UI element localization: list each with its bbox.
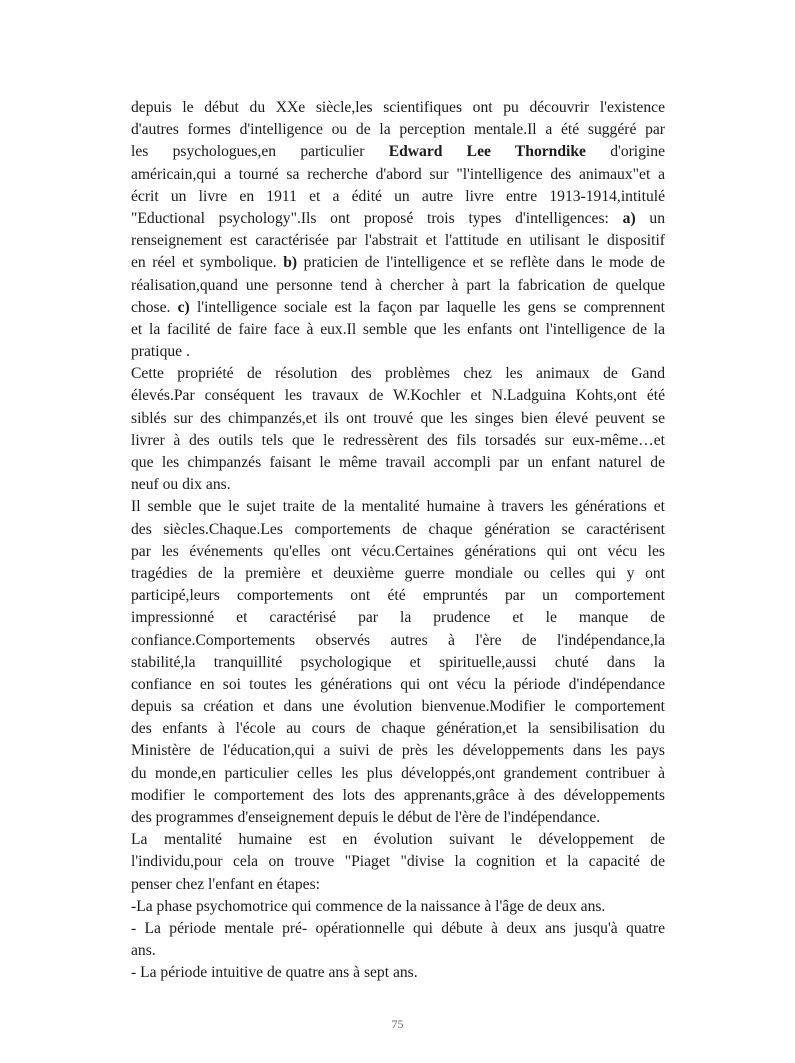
text-line: confiance en soi toutes les générations qui ont vécu la période d'indépendance (131, 675, 665, 693)
list-marker-b: b) (283, 254, 298, 272)
text-line: américain,qui a tourné sa recherche d'abord sur "l'intelligence des animaux"et a (131, 165, 665, 183)
list-marker-c: c) (177, 298, 190, 316)
text-line: du monde,en particulier celles les plus développés,ont grandement contribuer à (131, 764, 665, 782)
text-line: stabilité,la tranquillité psychologique et spirituelle,aussi chuté dans la (131, 653, 665, 671)
text-line: que les chimpanzés faisant le même travail accompli par un enfant naturel de (131, 454, 665, 471)
text-line: pratique . (131, 343, 190, 361)
text-line: et la facilité de faire face à eux.Il semble que les enfants ont l'intelligence de la (131, 320, 665, 338)
text-line: Cette propriété de résolution des problèmes chez les animaux de Gand (131, 365, 665, 383)
text-line: renseignement est caractérisée par l'abstrait et l'attitude en utilisant le dispositif (131, 232, 665, 250)
page-number: 75 (391, 1017, 404, 1031)
text-line: chose. c) l'intelligence sociale est la façon par laquelle les gens se comprennent (131, 298, 665, 316)
text-line: écrit un livre en 1911 et a édité un autre livre entre 1913-1914,intitulé (131, 187, 665, 205)
text-line: impressionné et caractérisé par la prudence et le manque de (131, 609, 665, 627)
text-line: Ministère de l'éducation,qui a suivi de près les développements dans les pays (131, 742, 665, 760)
list-marker-a: a) (622, 209, 636, 227)
text-line: des programmes d'enseignement depuis le début de l'ère de l'indépendance. (131, 809, 601, 826)
text-line: siblés sur des chimpanzés,et ils ont trouvé que les singes bien élevé peuvent se (131, 409, 665, 427)
text-line: penser chez l'enfant en étapes: (131, 875, 320, 893)
text-line: modifier le comportement des lots des apprenants,grâce à des développements (131, 786, 665, 804)
text-line: des siècles.Chaque.Les comportements de chaque génération se caractérisent (131, 520, 665, 538)
text-line: d'autres formes d'intelligence ou de la perception mentale.Il a été suggéré par (131, 121, 665, 139)
text-line: réalisation,quand une personne tend à chercher à part la fabrication de quelque (131, 276, 665, 294)
text-line: Il semble que le sujet traite de la mentalité humaine à travers les générations et (131, 498, 665, 516)
text-line: - La période intuitive de quatre ans à sept ans. (131, 964, 418, 982)
text-line: depuis le début du XXe siècle,les scientifiques ont pu découvrir l'existence (131, 99, 665, 116)
text-line: - La période mentale pré- opérationnelle qui débute à deux ans jusqu'à quatre (131, 919, 665, 937)
body-text (131, 97, 665, 985)
text-line: La mentalité humaine est en évolution suivant le développement de (131, 831, 665, 849)
text-line: des enfants à l'école au cours de chaque génération,et la sensibilisation du (131, 720, 665, 738)
text-line: l'individu,pour cela on trouve "Piaget "divise la cognition et la capacité de (131, 853, 665, 871)
text-line: depuis sa création et dans une évolution bienvenue.Modifier le comportement (131, 698, 665, 716)
text-line: participé,leurs comportements ont été empruntés par un comportement (131, 587, 665, 605)
author-name: Edward Lee Thorndike (388, 143, 586, 161)
text-line: livrer à des outils tels que le redressèrent des fils torsadés sur eux-même…et (131, 431, 665, 449)
text-line: par les événements qu'elles ont vécu.Certaines générations qui ont vécu les (131, 542, 665, 560)
text-line: ans. (131, 942, 156, 960)
text-line: confiance.Comportements observés autres à l'ère de l'indépendance,la (131, 631, 665, 649)
text-line: en réel et symbolique. b) praticien de l'intelligence et se reflète dans le mode de (131, 254, 665, 272)
text-line: tragédies de la première et deuxième guerre mondiale ou celles qui y ont (131, 564, 665, 582)
text-line: élevés.Par conséquent les travaux de W.Kochler et N.Ladguina Kohts,ont été (131, 387, 665, 405)
text-line: les psychologues,en particulier Edward Lee Thorndike d'origine (131, 143, 665, 161)
text-line: "Eductional psychology".Ils ont proposé trois types d'intelligences: a) un (131, 209, 665, 227)
text-line: neuf ou dix ans. (131, 476, 231, 494)
text-line: -La phase psychomotrice qui commence de la naissance à l'âge de deux ans. (131, 897, 606, 915)
